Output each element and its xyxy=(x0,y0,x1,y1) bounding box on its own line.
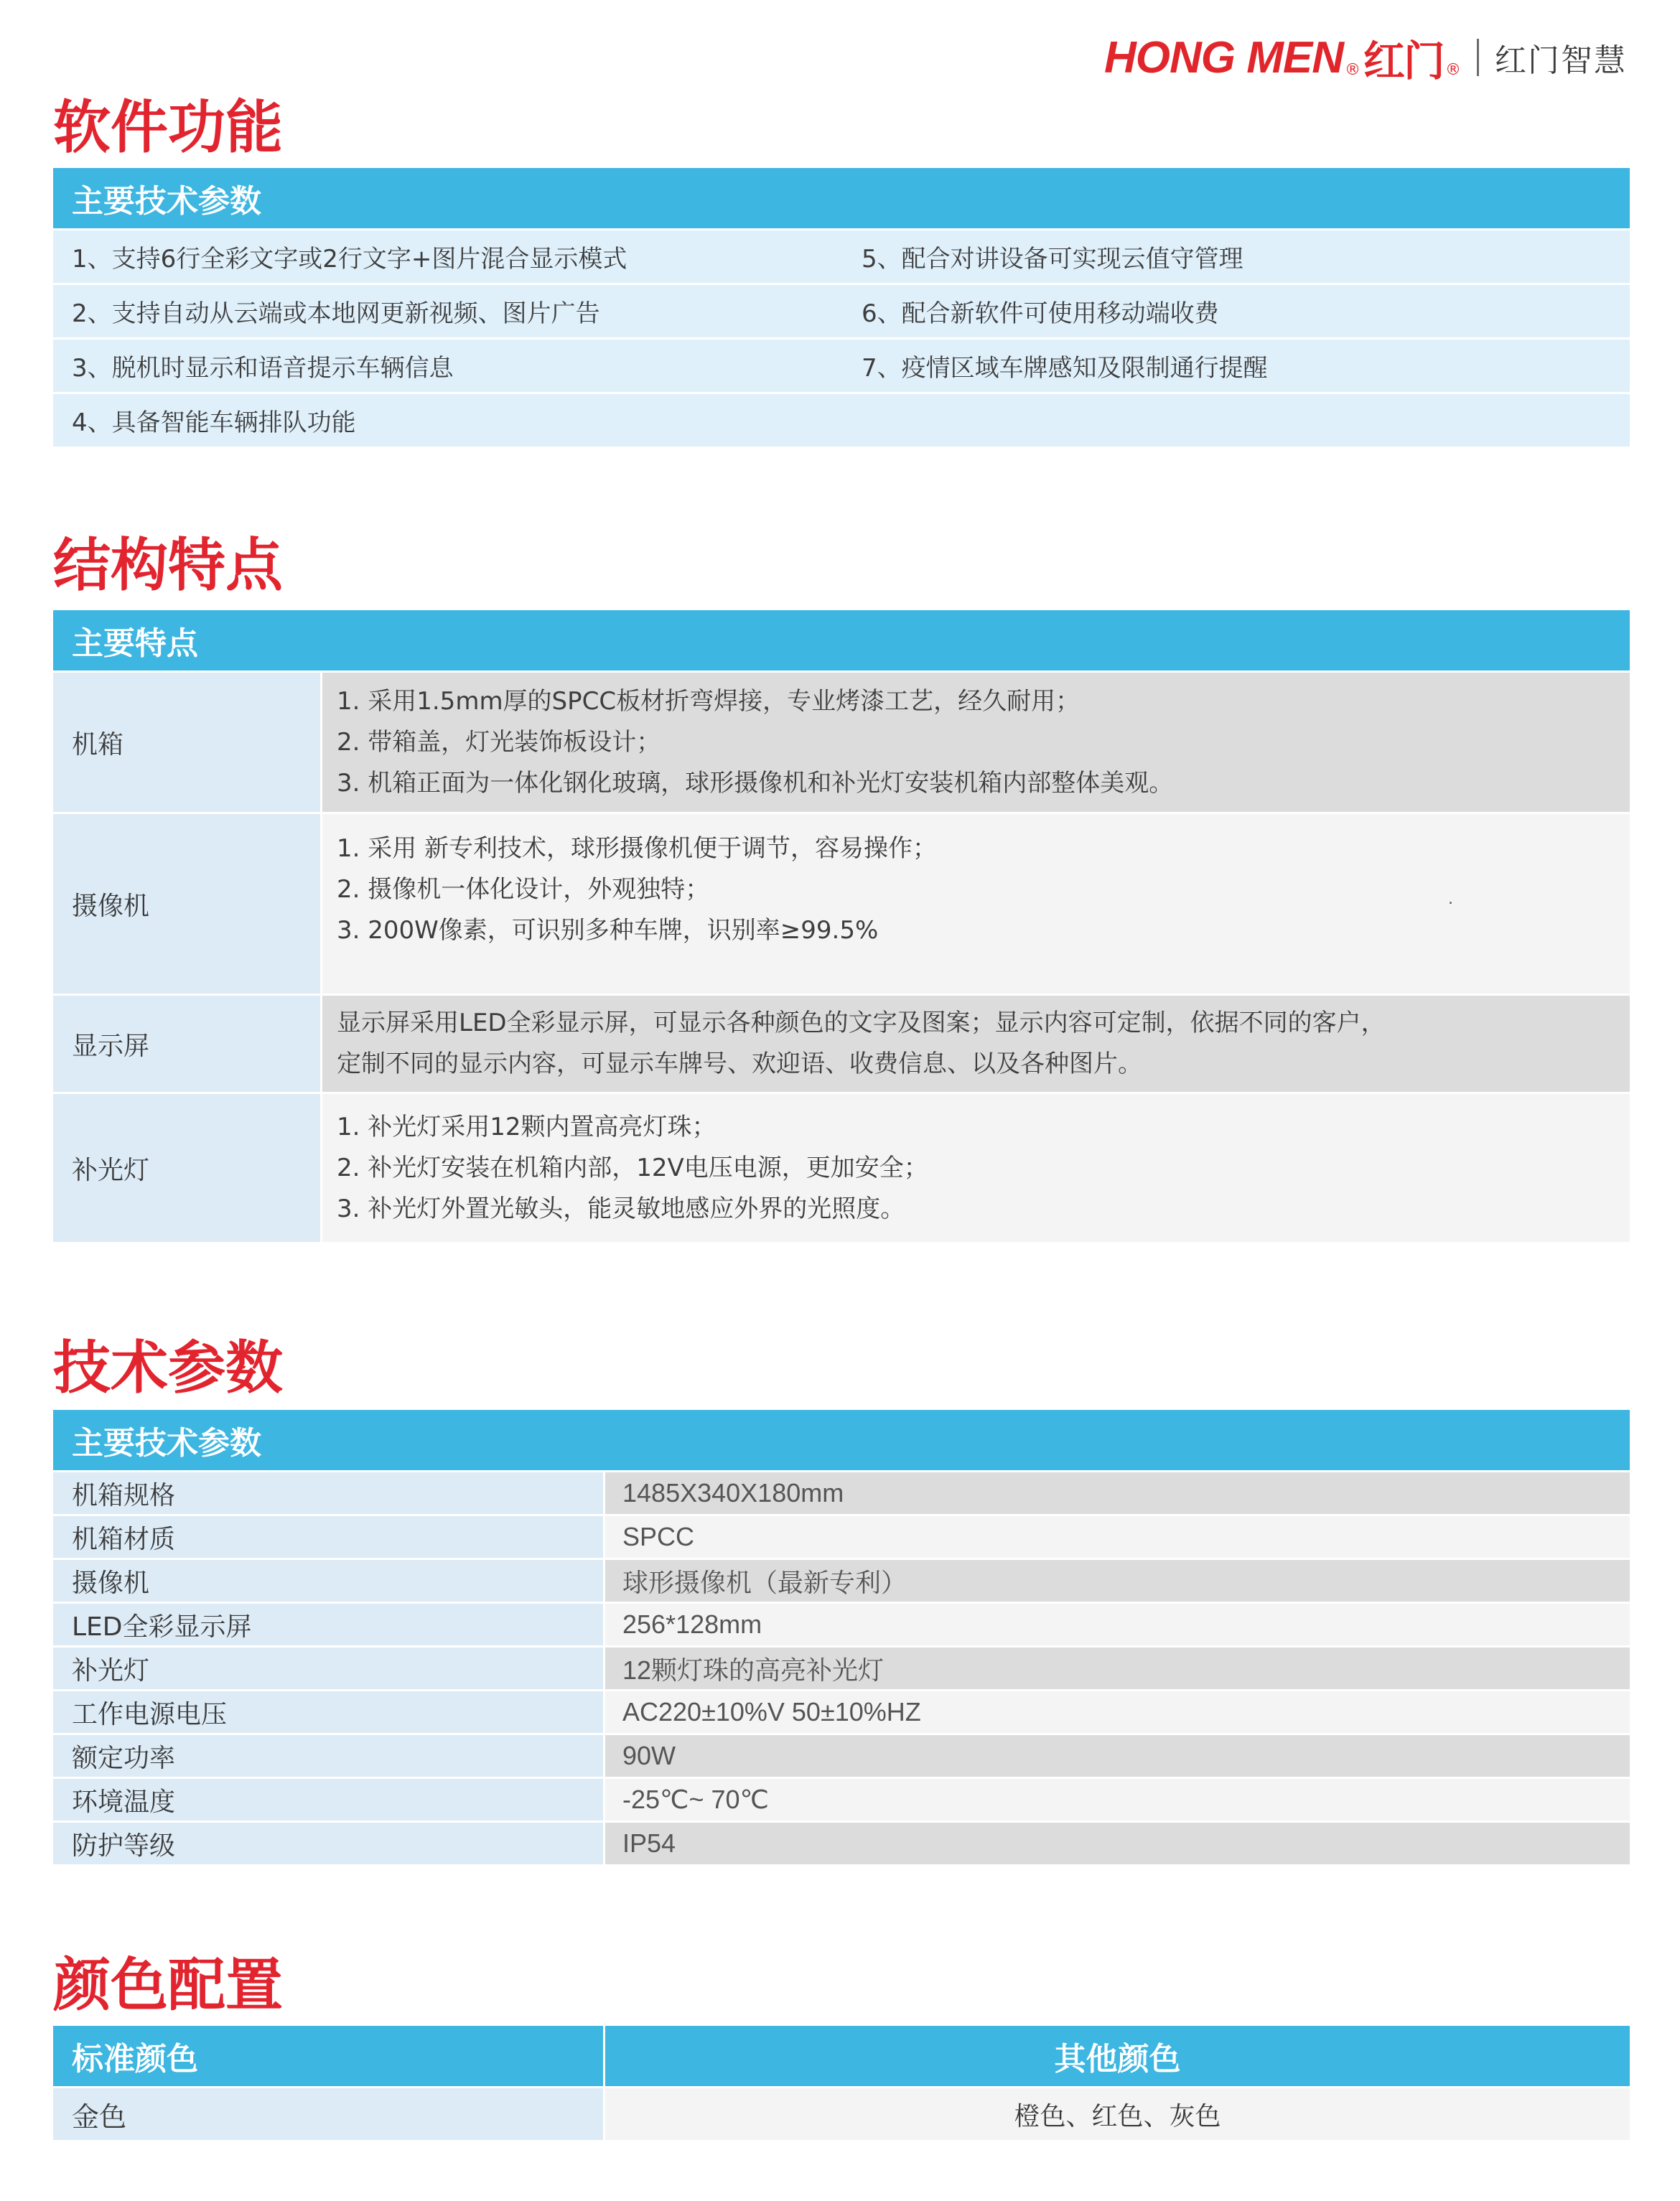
tech-value: AC220±10%V 50±10%HZ xyxy=(603,1691,1630,1733)
structure-label: 摄像机 xyxy=(53,814,320,994)
software-section-title: 软件功能 xyxy=(53,94,283,161)
software-row xyxy=(53,394,1630,447)
structure-line: 3. 机箱正面为一体化钢化玻璃，球形摄像机和补光灯安装机箱内部整体美观。 xyxy=(337,769,1174,798)
tech-value: 1485X340X180mm xyxy=(603,1472,1630,1514)
registered-mark-2: ® xyxy=(1445,61,1461,79)
structure-row-fill-light xyxy=(53,1094,1630,1242)
software-item: 6、配合新软件可使用移动端收费 xyxy=(862,299,1219,328)
other-colors-value: 橙色、红色、灰色 xyxy=(603,2088,1630,2140)
structure-line: 2. 补光灯安装在机箱内部，12V电压电源，更加安全； xyxy=(337,1154,928,1182)
colors-header-standard: 标准颜色 xyxy=(72,2041,198,2078)
structure-line: 3. 补光灯外置光敏头，能灵敏地感应外界的光照度。 xyxy=(337,1195,905,1223)
standard-color-value: 金色 xyxy=(53,2088,603,2140)
structure-label: 机箱 xyxy=(53,673,320,812)
structure-line: 1. 采用1.5mm厚的SPCC板材折弯焊接，专业烤漆工艺，经久耐用； xyxy=(337,687,1081,716)
tech-value: 256*128mm xyxy=(603,1604,1630,1645)
structure-desc xyxy=(320,996,1630,1092)
tech-table-header: 主要技术参数 xyxy=(53,1410,1630,1470)
tech-value: IP54 xyxy=(603,1823,1630,1864)
tech-key: 防护等级 xyxy=(53,1823,603,1864)
tech-value: SPCC xyxy=(603,1516,1630,1558)
tech-row xyxy=(53,1779,1630,1821)
structure-desc xyxy=(320,1094,1630,1242)
colors-row xyxy=(53,2088,1630,2140)
tech-section-title: 技术参数 xyxy=(53,1335,283,1401)
tech-row xyxy=(53,1823,1630,1864)
structure-line: 1. 采用 新专利技术，球形摄像机便于调节，容易操作； xyxy=(337,834,938,863)
tech-key: 环境温度 xyxy=(53,1779,603,1821)
tech-key: LED全彩显示屏 xyxy=(53,1604,603,1645)
colors-table-header xyxy=(53,2026,1630,2086)
structure-row-chassis xyxy=(53,673,1630,812)
tech-value: 12颗灯珠的高亮补光灯 xyxy=(603,1648,1630,1689)
tech-row xyxy=(53,1560,1630,1602)
structure-line: 2. 带箱盖，灯光装饰板设计； xyxy=(337,728,661,757)
tech-key: 补光灯 xyxy=(53,1648,603,1689)
structure-table xyxy=(53,610,1630,1242)
tech-row xyxy=(53,1604,1630,1645)
tech-key: 工作电源电压 xyxy=(53,1691,603,1733)
tech-table xyxy=(53,1410,1630,1864)
software-row xyxy=(53,340,1630,392)
software-item: 1、支持6行全彩文字或2行文字+图片混合显示模式 xyxy=(72,245,627,274)
tech-key: 摄像机 xyxy=(53,1560,603,1602)
stray-mark: . xyxy=(1448,890,1453,908)
tech-row xyxy=(53,1516,1630,1558)
colors-table xyxy=(53,2026,1630,2140)
structure-row-camera xyxy=(53,814,1630,994)
brand-logo-chinese: 红门 xyxy=(1363,37,1444,85)
structure-desc xyxy=(320,814,1630,994)
structure-label: 补光灯 xyxy=(53,1094,320,1242)
tech-row xyxy=(53,1648,1630,1689)
tech-key: 机箱规格 xyxy=(53,1472,603,1514)
software-table xyxy=(53,168,1630,447)
brand-logo-text: HONG MEN xyxy=(1103,32,1343,83)
tech-row xyxy=(53,1691,1630,1733)
structure-line: 显示屏采用LED全彩显示屏，可显示各种颜色的文字及图案；显示内容可定制，依据不同的客户， xyxy=(337,1009,1386,1037)
software-row xyxy=(53,285,1630,337)
software-item: 4、具备智能车辆排队功能 xyxy=(72,408,356,437)
software-item: 5、配合对讲设备可实现云值守管理 xyxy=(862,245,1243,274)
structure-table-header: 主要特点 xyxy=(53,610,1630,670)
software-row xyxy=(53,230,1630,283)
structure-label: 显示屏 xyxy=(53,996,320,1092)
software-item: 3、脱机时显示和语音提示车辆信息 xyxy=(72,354,454,383)
colors-section-title: 颜色配置 xyxy=(53,1952,283,2019)
tech-key: 额定功率 xyxy=(53,1735,603,1777)
tech-value: -25℃~ 70℃ xyxy=(603,1779,1630,1821)
brand-tagline: 红门智慧 xyxy=(1495,42,1627,79)
structure-desc xyxy=(320,673,1630,812)
tech-value: 球形摄像机（最新专利） xyxy=(603,1560,1630,1602)
software-item: 7、疫情区域车牌感知及限制通行提醒 xyxy=(862,354,1268,383)
software-item: 2、支持自动从云端或本地网更新视频、图片广告 xyxy=(72,299,600,328)
structure-line: 定制不同的显示内容，可显示车牌号、欢迎语、收费信息、以及各种图片。 xyxy=(337,1050,1142,1078)
registered-mark: ® xyxy=(1344,61,1361,79)
structure-line: 3. 200W像素，可识别多种车牌，识别率≥99.5% xyxy=(337,916,879,945)
structure-row-display xyxy=(53,996,1630,1092)
software-table-header: 主要技术参数 xyxy=(53,168,1630,228)
tech-row xyxy=(53,1735,1630,1777)
tech-key: 机箱材质 xyxy=(53,1516,603,1558)
structure-line: 1. 补光灯采用12颗内置高亮灯珠； xyxy=(337,1113,717,1141)
structure-line: 2. 摄像机一体化设计，外观独特； xyxy=(337,875,710,904)
colors-header-other: 其他颜色 xyxy=(603,2026,1630,2086)
tech-value: 90W xyxy=(603,1735,1630,1777)
brand-divider xyxy=(1477,39,1479,76)
brand-header xyxy=(1104,29,1627,86)
structure-section-title: 结构特点 xyxy=(53,532,283,599)
tech-row xyxy=(53,1472,1630,1514)
